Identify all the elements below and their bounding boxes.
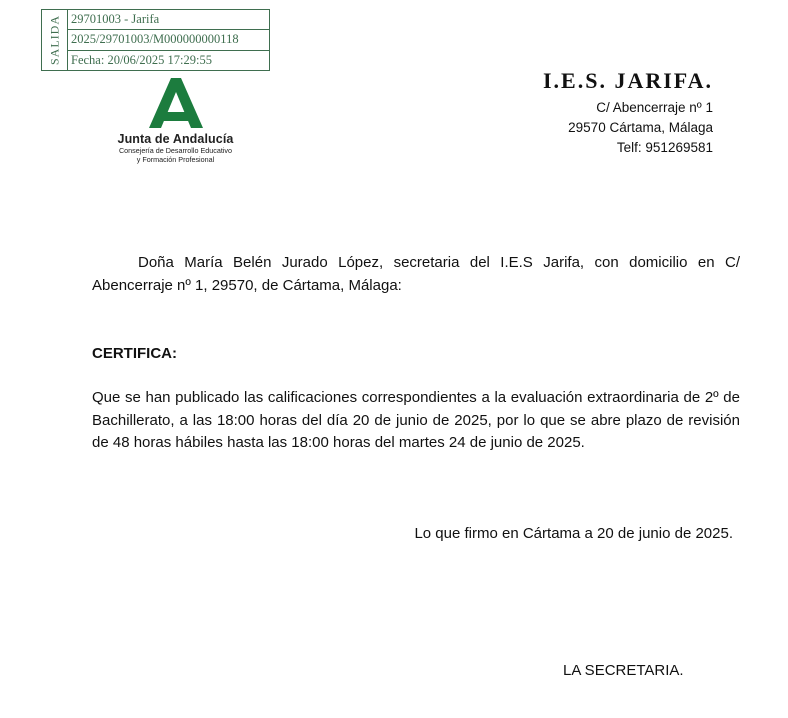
logo-name: Junta de Andalucía — [117, 132, 234, 146]
junta-de-andalucia-logo — [108, 78, 243, 164]
certifica-heading: CERTIFICA: — [92, 345, 177, 362]
school-phone: Telf: 951269581 — [616, 140, 713, 155]
school-header — [543, 68, 713, 158]
stamp-rows — [68, 10, 269, 70]
school-address-line2: 29570 Cártama, Málaga — [568, 120, 713, 135]
statement-paragraph: Que se han publicado las calificaciones correspondientes a la evaluación extraordinaria de 2º de Bachillerato, a las 18:00 horas del día 20 de junio de 2025, por lo que se abre plazo de revisión de 48 horas hábiles hasta las 18:00 horas del martes 24 de junio de 2025. — [92, 389, 740, 451]
signature-place-date: Lo que firmo en Cártama a 20 de junio de 2025. — [414, 525, 733, 542]
stamp-side-label: SALIDA — [47, 15, 61, 65]
stamp-center-code: 29701003 - Jarifa — [68, 10, 269, 30]
stamp-side-label-cell — [42, 10, 68, 70]
logo-subtitle-line1: Consejería de Desarrollo Educativo — [118, 146, 233, 155]
school-name: I.E.S. JARIFA. — [542, 68, 713, 93]
stamp-date: Fecha: 20/06/2025 17:29:55 — [71, 52, 212, 67]
registry-stamp — [41, 9, 270, 71]
school-address-line1: C/ Abencerraje nº 1 — [596, 100, 713, 115]
andalucia-a-logo-icon — [149, 78, 203, 128]
intro-paragraph: Doña María Belén Jurado López, secretaria del I.E.S Jarifa, con domicilio en C/ Abencerraje nº 1, 29570, de Cártama, Málaga: — [92, 254, 740, 294]
logo-subtitle-line2: y Formación Profesional — [136, 155, 215, 164]
signer-title: LA SECRETARIA. — [563, 662, 684, 679]
stamp-registry-number: 2025/29701003/M000000000118 — [68, 30, 269, 50]
